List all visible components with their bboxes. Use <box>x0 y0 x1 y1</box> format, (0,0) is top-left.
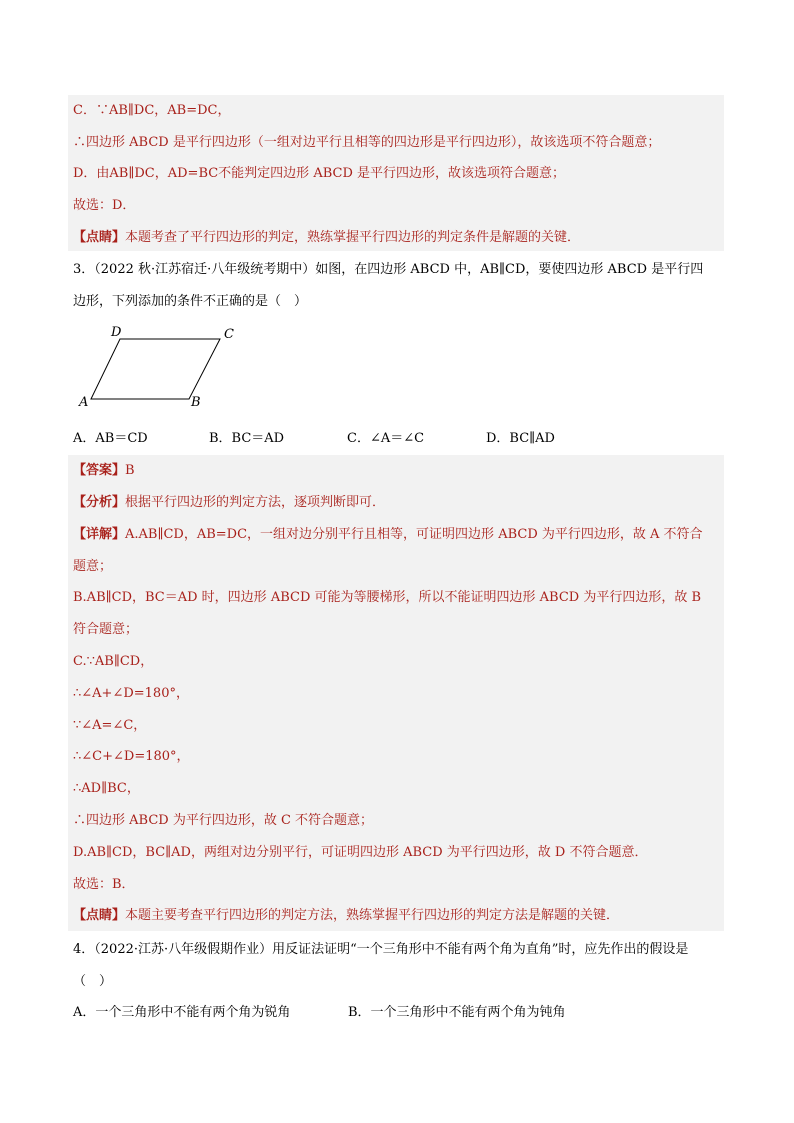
q3-detail-text-1: A.AB∥CD，AB=DC，一组对边分别平行且相等，可证明四边形 ABCD 为平行四边形，故 A 不符合 <box>125 527 703 542</box>
prev-tip <box>73 229 580 247</box>
prev-line-d: D．由AB∥DC，AD=BC不能判定四边形 ABCD 是平行四边形，故该选项符合题意； <box>73 166 566 181</box>
q4-option-b: B．一个三角形中不能有两个角为钝角 <box>348 1005 566 1020</box>
q3-detail-9: ∴AD∥BC， <box>73 781 140 796</box>
q3-analysis <box>73 494 385 512</box>
q3-option-c: C．∠A＝∠C <box>347 431 425 446</box>
q3-detail-8: ∴∠C+∠D=180°， <box>73 749 190 764</box>
q3-tip-label: 【点睛】 <box>73 908 126 923</box>
q3-option-b: B．BC＝AD <box>209 431 285 446</box>
q3-answer <box>73 462 135 480</box>
q3-detail-5: C.∵AB∥CD， <box>73 654 154 669</box>
q3-detail-7: ∵∠A=∠C， <box>73 718 147 733</box>
q3-option-d: D．BC∥AD <box>486 431 555 446</box>
prev-tip-label: 【点睛】 <box>73 230 126 245</box>
vertex-label-b: B <box>191 395 201 410</box>
parallelogram-figure <box>74 322 246 414</box>
q3-answer-label: 【答案】 <box>73 463 126 478</box>
q3-option-a: A．AB＝CD <box>73 431 148 446</box>
vertex-label-d: D <box>111 325 122 340</box>
q3-analysis-label: 【分析】 <box>73 495 126 510</box>
q3-answer-value: B <box>125 463 135 478</box>
q3-detail-2: 题意； <box>73 559 113 574</box>
q3-tip <box>73 907 619 925</box>
prev-line-choice: 故选：D． <box>73 198 136 213</box>
q3-analysis-text: 根据平行四边形的判定方法，逐项判断即可． <box>125 495 386 510</box>
q3-detail-3: B.AB∥CD，BC＝AD 时，四边形 ABCD 可能为等腰梯形，所以不能证明四边形 ABCD 为平行四边形，故 B <box>73 590 702 605</box>
q3-detail-6: ∴∠A+∠D=180°， <box>73 686 189 701</box>
prev-line-conclusion: ∴四边形 ABCD 是平行四边形（一组对边平行且相等的四边形是平行四边形），故该选项不符合题意； <box>73 135 661 150</box>
q3-detail-10: ∴四边形 ABCD 为平行四边形，故 C 不符合题意； <box>73 813 374 828</box>
vertex-label-c: C <box>224 327 234 342</box>
q3-stem-line2: 边形，下列添加的条件不正确的是（ ） <box>73 294 308 309</box>
prev-tip-text: 本题考查了平行四边形的判定，熟练掌握平行四边形的判定条件是解题的关键． <box>125 230 581 245</box>
q3-detail-label: 【详解】 <box>73 527 126 542</box>
q4-stem-line1: 4．（2022·江苏·八年级假期作业）用反证法证明“一个三角形中不能有两个角为直角”时，应先作出的假设是 <box>73 942 689 957</box>
q3-detail-4: 符合题意； <box>73 622 139 637</box>
q3-tip-text: 本题主要考查平行四边形的判定方法，熟练掌握平行四边形的判定方法是解题的关键． <box>125 908 620 923</box>
q3-detail-11: D.AB∥CD，BC∥AD，两组对边分别平行，可证明四边形 ABCD 为平行四边形，故 D 不符合题意． <box>73 845 648 860</box>
q4-stem-line2: （ ） <box>73 974 113 989</box>
vertex-label-a: A <box>79 395 89 410</box>
parallelogram-shape <box>91 339 220 399</box>
q4-option-a: A．一个三角形中不能有两个角为锐角 <box>73 1005 291 1020</box>
q3-detail-1 <box>73 526 703 544</box>
q3-stem-line1: 3．（2022 秋·江苏宿迁·八年级统考期中）如图，在四边形 ABCD 中，AB∥CD，要使四边形 ABCD 是平行四 <box>73 262 704 277</box>
q3-detail-12: 故选：B． <box>73 877 135 892</box>
prev-line-c: C．∵AB∥DC，AB=DC， <box>73 103 231 118</box>
